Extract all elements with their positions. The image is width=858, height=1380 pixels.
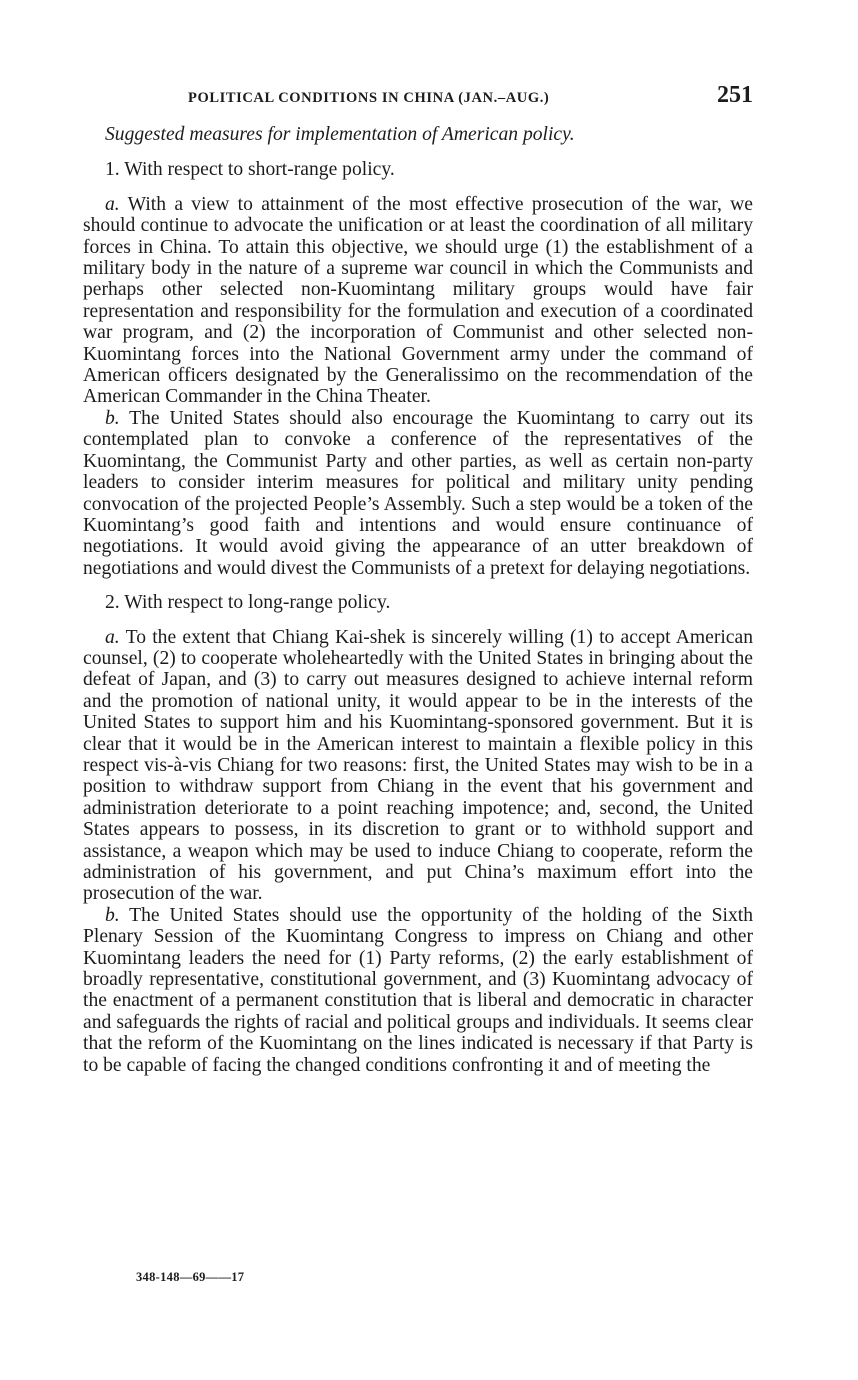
running-title: POLITICAL CONDITIONS IN CHINA (JAN.–AUG.)	[188, 90, 550, 106]
paragraph-letter: b.	[105, 904, 120, 926]
printer-code: 348-148—69——17	[136, 1270, 245, 1284]
section-heading: Suggested measures for implementation of American policy.	[105, 124, 575, 145]
paragraph-text: The United States should use the opportunity of the holding of the Sixth Plenary Session of the Kuomintang Congress to impress on Chiang and other Kuomintang leaders the need for (1) Party reforms, (2) the early establishment of broadly representative, constitutional government, and (3) Kuomintang advocacy of the enactment of a permanent constitution that is liberal and democratic in character and safeguards the rights of racial and political groups and individuals. It seems clear that the reform of the Kuomintang on the lines indicated is necessary if that Party is to be capable of facing the changed conditions confronting it and of meeting the	[83, 904, 754, 1076]
paragraph-2b	[83, 905, 753, 1076]
paragraph-letter: a.	[105, 626, 120, 648]
body-text	[83, 124, 753, 1076]
numbered-item-2: 2. With respect to long-range policy.	[105, 592, 391, 614]
paragraph-text: With a view to attainment of the most effective prosecution of the war, we should continue to advocate the unification or at least the coordination of all military forces in China. To attain this objective, we should urge (1) the establishment of a military body in the nature of a supreme war council in which the Communists and perhaps other selected non-Kuomintang military groups would have fair representation and responsibility for the formulation and execution of a coordinated war program, and (2) the incorporation of Communist and other selected non-Kuomintang forces into the National Government army under the command of American officers designated by the Generalissimo on the recommendation of the American Commander in the China Theater.	[83, 193, 753, 408]
paragraph-1a	[83, 194, 753, 408]
paragraph-letter: b.	[105, 407, 120, 429]
page-number: 251	[717, 82, 753, 108]
running-header	[83, 84, 753, 114]
paragraph-2a	[83, 627, 753, 905]
paragraph-text: To the extent that Chiang Kai-shek is sincerely willing (1) to accept American counsel, (2) to cooperate wholeheartedly with the United States in bringing about the defeat of Japan, and (3) to carry out measures designed to achieve internal reform and the promotion of national unity, it would appear to be in the interests of the United States to support him and his Kuomintang-sponsored government. But it is clear that it would be in the American interest to maintain a flexible policy in this respect vis-à-vis Chiang for two reasons: first, the United States may wish to be in a position to withdraw support from Chiang in the event that his government and administration deteriorate to a point reaching impotence; and, second, the United States appears to possess, in its discretion to grant or to withhold support and assistance, a weapon which may be used to induce Chiang to cooperate, reform the administration of his government, and put China’s maximum effort into the prosecution of the war.	[83, 626, 753, 905]
paragraph-text: The United States should also encourage the Kuomintang to carry out its contemplated plan to convoke a conference of the representatives of the Kuomintang, the Communist Party and other parties, as well as certain non-party leaders to consider interim measures for political and military unity pending convocation of the projected People’s Assembly. Such a step would be a token of the Kuomintang’s good faith and intentions and would ensure continuance of negotiations. It would avoid giving the appearance of an utter breakdown of negotiations and would divest the Communists of a pretext for delaying negotiations.	[83, 407, 753, 579]
paragraph-1b	[83, 408, 753, 579]
paragraph-letter: a.	[105, 193, 120, 215]
numbered-item-1: 1. With respect to short-range policy.	[105, 159, 395, 181]
